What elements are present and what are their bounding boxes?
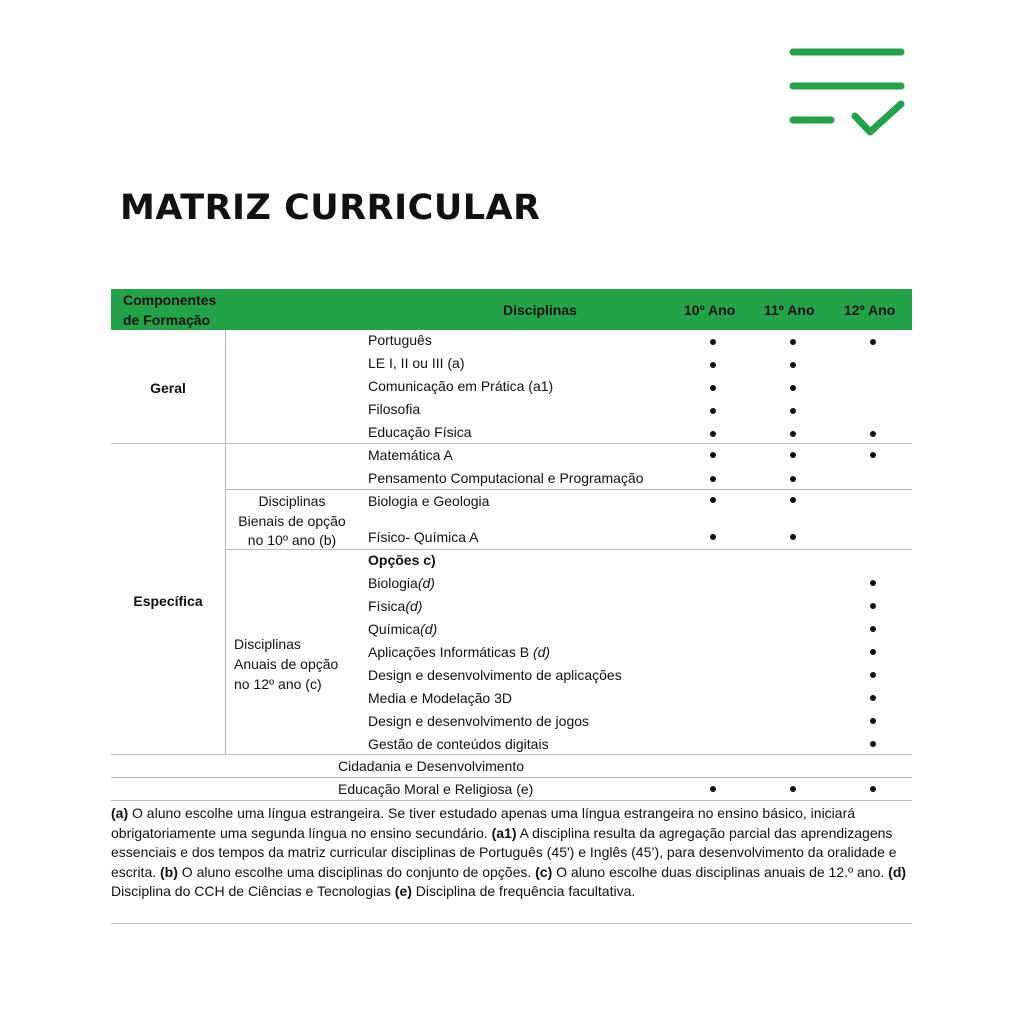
bienais-label-line1: Disciplinas	[258, 493, 326, 509]
option-item	[368, 575, 435, 591]
header-10-ano: 10º Ano	[684, 302, 736, 318]
mark-dot	[870, 580, 876, 586]
mark-dot	[870, 741, 876, 747]
anuais-label-line1: Disciplinas	[234, 636, 301, 652]
section-geral: Geral	[150, 380, 186, 396]
footnote-key: (a1)	[491, 824, 517, 841]
mark-dot	[790, 362, 796, 368]
header-componentes-line1: Componentes	[123, 292, 217, 308]
discipline-name: Biologia e Geologia	[368, 493, 490, 509]
mark-dot	[710, 534, 716, 540]
option-note: (d)	[532, 644, 551, 660]
row-divider	[111, 800, 912, 801]
row-divider	[225, 549, 912, 550]
mark-dot	[870, 452, 876, 458]
mark-dot	[870, 695, 876, 701]
cidadania-row: Cidadania e Desenvolvimento	[338, 758, 524, 774]
option-name: Física	[368, 598, 406, 614]
row-divider	[111, 443, 912, 444]
footnote-key: (e)	[394, 883, 412, 899]
mark-dot	[710, 452, 716, 458]
option-name: Design e desenvolvimento de aplicações	[368, 667, 622, 683]
option-name: Biologia	[368, 575, 418, 591]
discipline-name: LE I, II ou III (a)	[368, 355, 465, 371]
mark-dot	[870, 718, 876, 724]
footnote-text: O aluno escolhe uma língua estrangeira. Se tiver estudado apenas uma língua estrangeira no ensino básico, iniciará obrigatoriamente uma segunda língua no ensino secundário.	[111, 805, 856, 841]
option-name: Aplicações Informáticas B	[368, 644, 533, 660]
header-disciplinas: Disciplinas	[503, 302, 577, 318]
mark-dot	[710, 497, 716, 503]
footnote-text: Disciplina do CCH de Ciências e Tecnologias	[111, 883, 395, 899]
mark-dot	[790, 431, 796, 437]
footnote-key: (d)	[888, 863, 907, 880]
footnote-text: O aluno escolhe duas disciplinas anuais de 12.º ano.	[552, 863, 889, 880]
option-note: (d)	[405, 598, 423, 614]
footnote-key: (c)	[535, 863, 553, 880]
discipline-name: Pensamento Computacional e Programação	[368, 470, 644, 486]
discipline-name: Português	[368, 332, 432, 348]
mark-dot	[710, 786, 716, 792]
mark-dot	[790, 786, 796, 792]
page-title: MATRIZ CURRICULAR	[120, 188, 541, 228]
mark-dot	[870, 603, 876, 609]
discipline-name: Filosofia	[368, 401, 421, 417]
option-note: (d)	[420, 621, 438, 637]
mark-dot	[870, 431, 876, 437]
mark-dot	[790, 385, 796, 391]
option-name: Química	[368, 621, 421, 637]
mark-dot	[790, 452, 796, 458]
discipline-name: Matemática A	[368, 447, 453, 463]
bienais-label-line3: no 10º ano (b)	[247, 532, 337, 548]
discipline-name: Educação Física	[368, 424, 472, 440]
row-divider	[111, 923, 912, 924]
mark-dot	[870, 626, 876, 632]
option-name: Media e Modelação 3D	[368, 690, 512, 706]
mark-dot	[790, 476, 796, 482]
option-item	[368, 713, 589, 729]
emr-row: Educação Moral e Religiosa (e)	[338, 781, 534, 797]
discipline-name: Comunicação em Prática (a1)	[368, 378, 554, 394]
curriculum-table	[111, 289, 912, 925]
mark-dot	[710, 362, 716, 368]
mark-dot	[870, 339, 876, 345]
footnote	[111, 804, 912, 902]
row-divider	[111, 754, 912, 755]
mark-dot	[790, 408, 796, 414]
row-divider	[111, 777, 912, 778]
section-especifica: Específica	[133, 593, 203, 609]
mark-dot	[790, 339, 796, 345]
header-componentes-line2: de Formação	[123, 312, 211, 328]
table-header	[111, 289, 912, 330]
discipline-name: Físico- Química A	[368, 529, 479, 545]
mark-dot	[870, 786, 876, 792]
mark-dot	[870, 649, 876, 655]
option-item	[368, 690, 512, 706]
header-11-ano: 11º Ano	[764, 302, 815, 318]
row-divider	[225, 489, 912, 490]
option-item	[368, 598, 422, 614]
anuais-label-line2: Anuais de opção	[234, 656, 339, 672]
mark-dot	[710, 476, 716, 482]
footnote-text: A disciplina resulta da agregação parcial das aprendizagens essenciais e dos tempos da matriz curricular disciplinas de Português (45') e Inglês (45’), para desenvolvimento da oralidade e escrita.	[111, 824, 897, 880]
options-header: Opções c)	[368, 552, 436, 568]
option-item	[368, 621, 437, 637]
mark-dot	[710, 339, 716, 345]
header-12-ano: 12º Ano	[844, 302, 896, 318]
option-name: Design e desenvolvimento de jogos	[368, 713, 590, 729]
mark-dot	[790, 497, 796, 503]
mark-dot	[710, 385, 716, 391]
mark-dot	[710, 408, 716, 414]
option-note: (d)	[417, 575, 435, 591]
footnote-key: (a)	[111, 805, 129, 821]
footnote-text: O aluno escolhe uma disciplinas do conjunto de opções.	[177, 863, 536, 880]
footnote-key: (b)	[160, 863, 178, 880]
option-item	[368, 667, 622, 683]
option-item	[368, 644, 550, 660]
bienais-label-line2: Bienais de opção	[238, 513, 346, 529]
option-item	[368, 736, 549, 752]
anuais-label-line3: no 12º ano (c)	[234, 676, 322, 692]
footnote-text: Disciplina de frequência facultativa.	[411, 883, 636, 899]
checklist-icon	[788, 46, 908, 138]
mark-dot	[790, 534, 796, 540]
mark-dot	[710, 431, 716, 437]
option-name: Gestão de conteúdos digitais	[368, 736, 549, 752]
mark-dot	[870, 672, 876, 678]
